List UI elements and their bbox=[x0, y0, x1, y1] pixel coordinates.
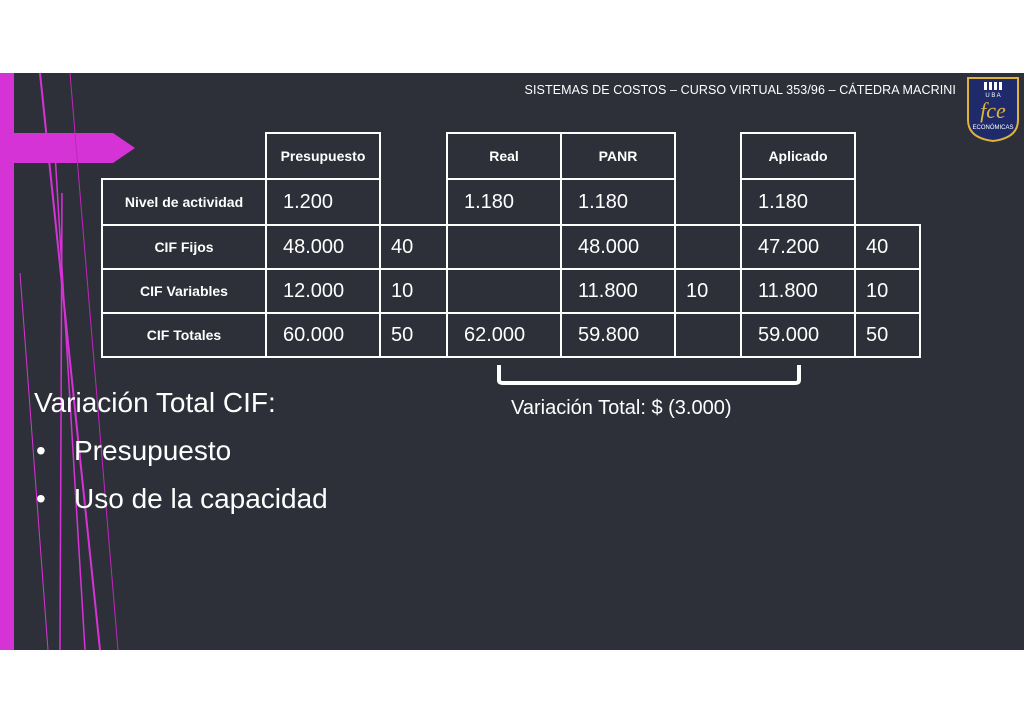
aplicado-cif-totales: 59.000 bbox=[740, 312, 856, 358]
presupuesto-rate-fijos: 40 bbox=[379, 224, 448, 270]
bullet-text: Presupuesto bbox=[74, 435, 232, 466]
aplicado-rate-totales: 50 bbox=[854, 312, 921, 358]
panr-cif-variables: 11.800 bbox=[560, 268, 676, 314]
row-label-nivel: Nivel de actividad bbox=[101, 178, 267, 226]
panr-nivel: 1.180 bbox=[560, 178, 676, 226]
logo-main-text: fce bbox=[980, 98, 1006, 123]
bullet-item bbox=[36, 435, 231, 467]
logo-bottom-text: ECONÓMICAS bbox=[972, 125, 1014, 131]
aplicado-nivel: 1.180 bbox=[740, 178, 856, 226]
course-title: SISTEMAS DE COSTOS – CURSO VIRTUAL 353/96 – CÁTEDRA MACRINI bbox=[524, 83, 956, 97]
row-label-cif-totales: CIF Totales bbox=[101, 312, 267, 358]
panr-cif-totales: 59.800 bbox=[560, 312, 676, 358]
bullet-item bbox=[36, 483, 328, 515]
header-real: Real bbox=[446, 132, 562, 180]
panr-cif-fijos: 48.000 bbox=[560, 224, 676, 270]
row-label-cif-fijos: CIF Fijos bbox=[101, 224, 267, 270]
variation-bracket bbox=[0, 73, 1024, 650]
content-title: Variación Total CIF: bbox=[34, 387, 276, 418]
slide bbox=[0, 73, 1024, 650]
bullet-symbol: • bbox=[36, 483, 46, 514]
aplicado-rate-variables: 10 bbox=[854, 268, 921, 314]
real-nivel: 1.180 bbox=[446, 178, 562, 226]
panr-rate-variables: 10 bbox=[674, 268, 742, 314]
aplicado-cif-fijos: 47.200 bbox=[740, 224, 856, 270]
presupuesto-nivel: 1.200 bbox=[265, 178, 381, 226]
real-cif-totales: 62.000 bbox=[446, 312, 562, 358]
header-presupuesto: Presupuesto bbox=[265, 132, 381, 180]
bullet-symbol: • bbox=[36, 435, 46, 466]
presupuesto-cif-totales: 60.000 bbox=[265, 312, 381, 358]
presupuesto-rate-variables: 10 bbox=[379, 268, 448, 314]
row-label-cif-variables: CIF Variables bbox=[101, 268, 267, 314]
bullet-text: Uso de la capacidad bbox=[74, 483, 328, 514]
presupuesto-cif-fijos: 48.000 bbox=[265, 224, 381, 270]
logo-top-text: U B A bbox=[985, 93, 1001, 99]
aplicado-rate-fijos: 40 bbox=[854, 224, 921, 270]
variation-total-label: Variación Total: $ (3.000) bbox=[511, 397, 732, 419]
aplicado-cif-variables: 11.800 bbox=[740, 268, 856, 314]
presupuesto-rate-totales: 50 bbox=[379, 312, 448, 358]
header-aplicado: Aplicado bbox=[740, 132, 856, 180]
header-panr: PANR bbox=[560, 132, 676, 180]
presupuesto-cif-variables: 12.000 bbox=[265, 268, 381, 314]
